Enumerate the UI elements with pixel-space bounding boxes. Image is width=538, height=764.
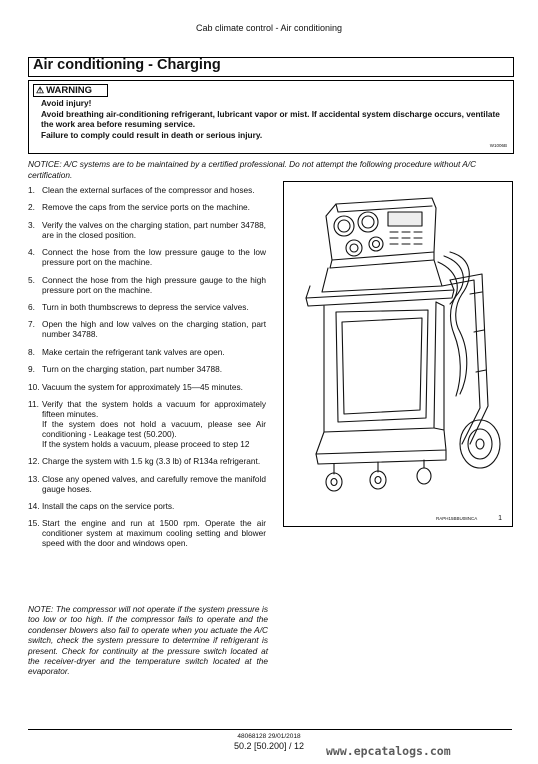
step-subtext: If the system holds a vacuum, please proceed to step 12 [42, 438, 250, 449]
step-item: 5. Connect the hose from the high pressure gauge to the high pressure port on the machine. [28, 274, 266, 295]
procedure-steps [28, 185, 266, 556]
warning-code: W1006B [489, 143, 507, 148]
watermark-text: www.epcatalogs.com [326, 744, 451, 758]
section-title: Air conditioning - Charging [33, 57, 221, 73]
warning-box [28, 80, 514, 154]
notice-text: NOTICE: A/C systems are to be maintained by a certified professional. Do not attempt the following procedure without A/C certification. [28, 159, 477, 180]
step-item: 14. Install the caps on the service ports. [28, 501, 175, 512]
step-item: 8. Make certain the refrigerant tank valves are open. [28, 346, 225, 357]
step-item: 4. Connect the hose from the low pressure gauge to the low pressure port on the machine. [28, 247, 266, 268]
warning-line: Failure to comply could result in death or serious injury. [41, 129, 263, 140]
step-item: 12. Charge the system with 1.5 kg (3.3 lb) of R134a refrigerant. [28, 456, 261, 467]
step-item: 9. Turn on the charging station, part number 34788. [28, 364, 223, 375]
warning-label: WARNING [46, 85, 92, 96]
step-item: 10. Vacuum the system for approximately 15—45 minutes. [28, 381, 243, 392]
step-subtext: If the system does not hold a vacuum, please see Air conditioning - Leakage test (50.200). [42, 418, 266, 439]
warning-line: Avoid breathing air-conditioning refrigerant, lubricant vapor or mist. If accidental system discharge occurs, ventilate the work area before resuming service. [41, 108, 500, 129]
warning-triangle-icon: ⚠ [36, 85, 45, 95]
step-item: 2. Remove the caps from the service ports on the machine. [28, 202, 250, 213]
footer-doc-id: 48068128 29/01/2018 [237, 733, 301, 740]
step-item: 6. Turn in both thumbscrews to depress the service valves. [28, 301, 249, 312]
footer-rule [28, 729, 512, 730]
step-item: 11. Verify that the system holds a vacuum for approximately fifteen minutes. If the system does not hold a vacuum, please see Air conditioning - Leakage test (50.200). If the system holds a vacuum, please proceed to step 12 [28, 398, 266, 449]
footer-page-number: 50.2 [50.200] / 12 [233, 741, 305, 751]
warning-text [41, 98, 501, 140]
step-item: 15. Start the engine and run at 1500 rpm. Operate the air conditioner system at maximum cooling setting and blower speed with the door and windows open. [28, 518, 266, 549]
warning-header [33, 84, 108, 97]
charging-station-illustration [284, 182, 512, 526]
step-item: 13. Close any opened valves, and carefully remove the manifold gauge hoses. [28, 473, 266, 494]
compressor-note: NOTE: The compressor will not operate if the system pressure is too low or too high. If the compressor fails to operate and the condenser blowers also fail to operate when you actuate the A/C switch, check the system pressure to determine if refrigerant is present. Check for continuity at the pressure switch located at the receiver-dryer and the temperature switch located at the evaporator. [28, 604, 268, 677]
figure-number: 1 [498, 515, 502, 522]
section-title-bar [28, 57, 514, 77]
running-header: Cab climate control - Air conditioning [195, 23, 343, 33]
figure-box [283, 181, 513, 527]
warning-line: Avoid injury! [41, 98, 92, 108]
step-item: 1. Clean the external surfaces of the compressor and hoses. [28, 185, 255, 195]
step-item: 3. Verify the valves on the charging station, part number 34788, are in the closed position. [28, 219, 266, 240]
step-item: 7. Open the high and low valves on the charging station, part number 34788. [28, 319, 266, 340]
figure-caption-code: RAPH15BBU08NCA [436, 516, 478, 521]
